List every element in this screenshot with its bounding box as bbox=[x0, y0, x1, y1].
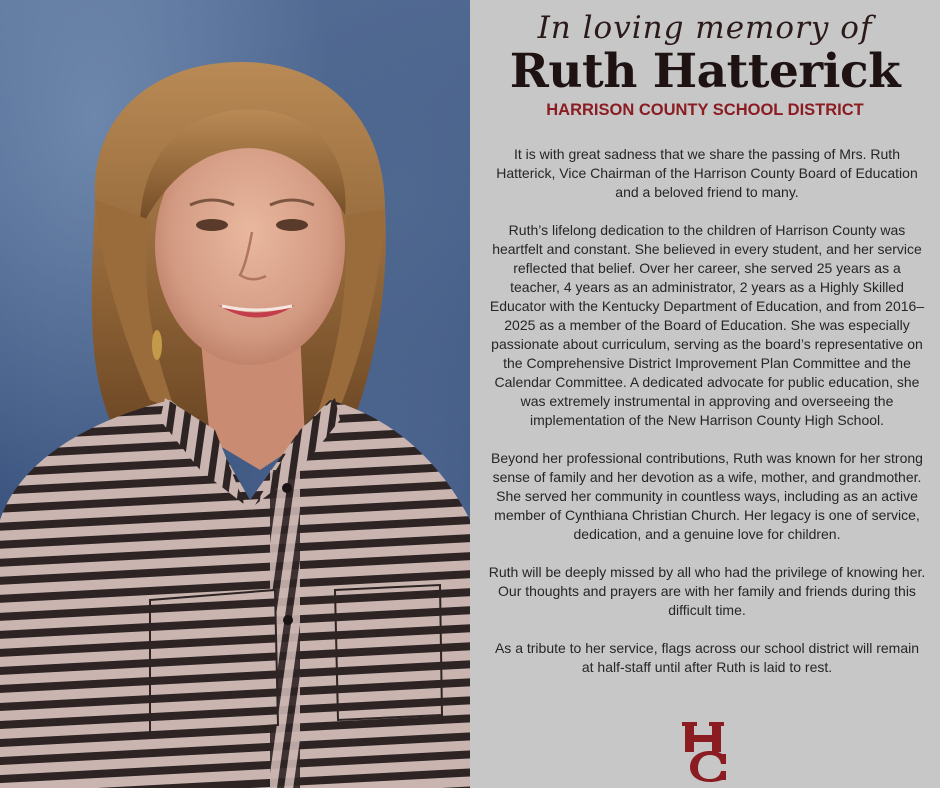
paragraph-condolence: Ruth will be deeply missed by all who had the privilege of knowing her. Our thoughts and prayers are with her family and friends during this difficult time. bbox=[488, 564, 926, 618]
memorial-text-panel bbox=[470, 0, 940, 788]
memorial-body bbox=[488, 145, 926, 696]
paragraph-tribute: As a tribute to her service, flags across our school district will remain at half-staff until after Ruth is laid to rest. bbox=[494, 640, 920, 675]
memorial-name: Ruth Hatterick bbox=[509, 44, 901, 99]
paragraph-intro: It is with great sadness that we share the passing of Mrs. Ruth Hatterick, Vice Chairman of the Harrison County Board of Education and a beloved friend to many. bbox=[496, 146, 918, 200]
district-name: HARRISON COUNTY SCHOOL DISTRICT bbox=[546, 101, 864, 119]
paragraph-career: Ruth’s lifelong dedication to the children of Harrison County was heartfelt and constant. She believed in every student, and her service reflected that belief. Over her career, she served 25 years as a teacher, 4 years as an administrator, 2 years as a Highly Skilled Educator with the Kentucky Department of Education, and from 2016–2025 as a member of the Board of Education. She was especially passionate about curriculum, serving as the board’s representative on the Comprehensive District Improvement Plan Committee and the Calendar Committee. A dedicated advocate for public education, she was extremely instrumental in approving and overseeing the implementation of the New Harrison County High School. bbox=[489, 222, 925, 428]
script-title: In loving memory of bbox=[537, 10, 873, 46]
paragraph-family: Beyond her professional contributions, Ruth was known for her strong sense of family and her devotion as a wife, mother, and grandmother. She served her community in countless ways, including as an active member of Cynthiana Christian Church. Her legacy is one of service, dedication, and a genuine love for children. bbox=[491, 450, 923, 542]
hc-monogram-logo bbox=[682, 720, 730, 782]
